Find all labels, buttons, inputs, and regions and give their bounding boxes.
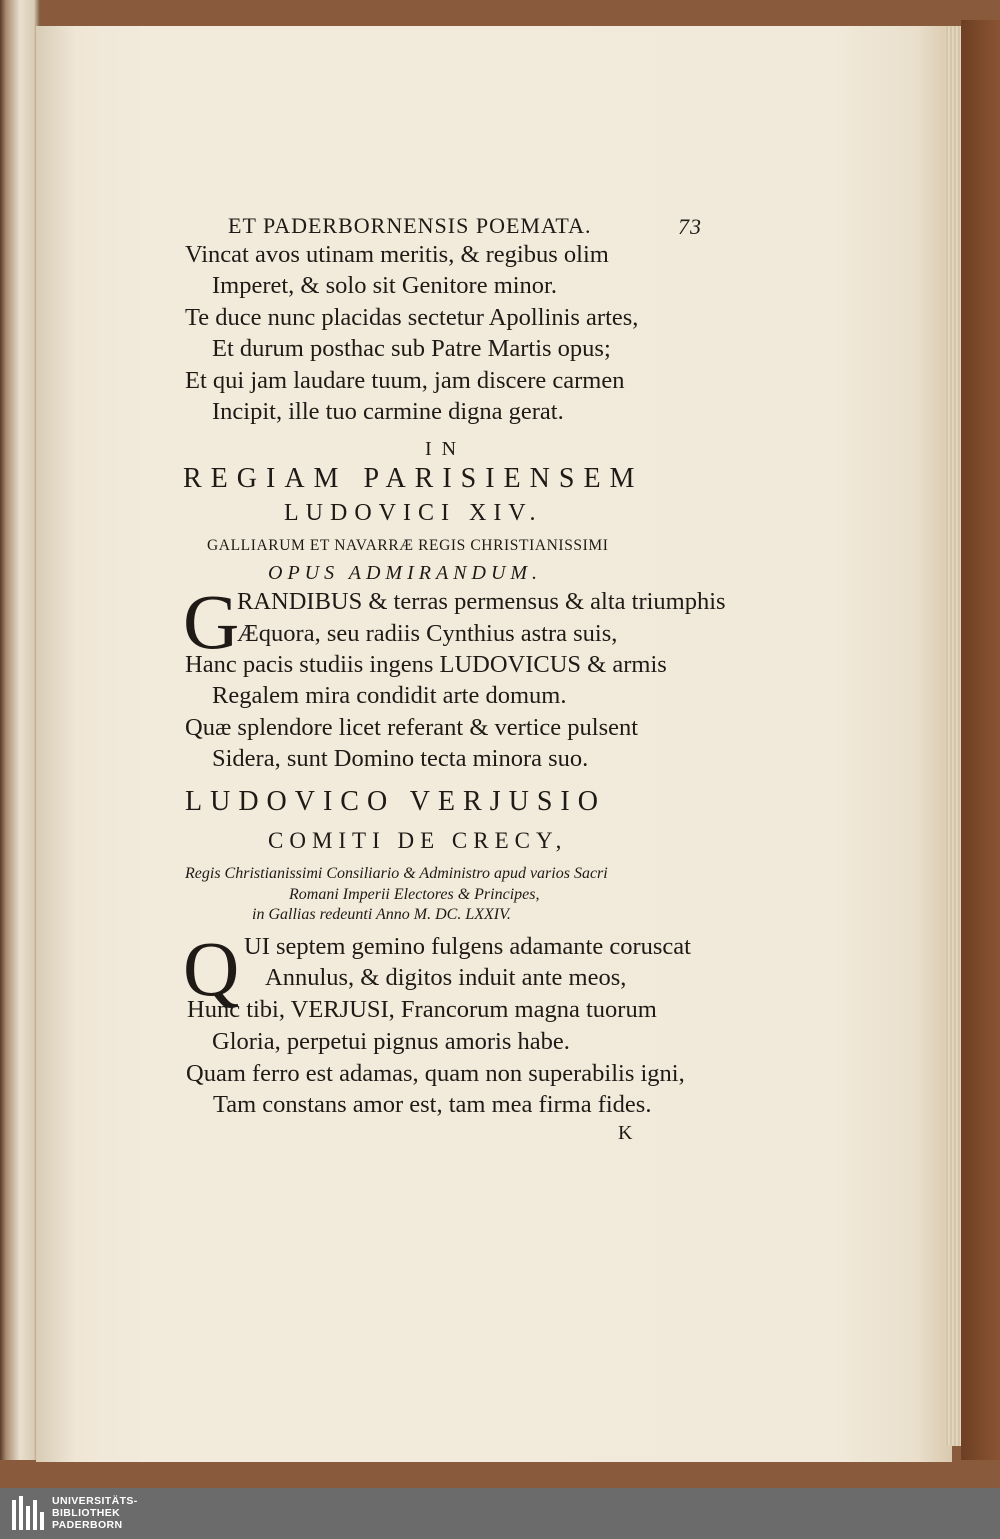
section3-title: LUDOVICO VERJUSIO	[185, 786, 606, 817]
section2-line-3: Hanc pacis studiis ingens LUDOVICUS & armis	[185, 651, 667, 678]
section2-subtitle2: GALLIARUM ET NAVARRÆ REGIS CHRISTIANISSIMI	[207, 537, 609, 554]
section3-subtitle: COMITI DE CRECY,	[268, 828, 568, 853]
logo-line-2: BIBLIOTHEK	[52, 1507, 121, 1519]
section2-line-1: RANDIBUS & terras permensus & alta triumphis	[237, 588, 726, 615]
section2-line-6: Sidera, sunt Domino tecta minora suo.	[212, 745, 589, 772]
library-footer	[0, 1488, 1000, 1539]
poem1-line-2: Imperet, & solo sit Genitore minor.	[212, 272, 557, 299]
section3-line-3: Hunc tibi, VERJUSI, Francorum magna tuorum	[187, 996, 657, 1023]
section2-line-4: Regalem mira condidit arte domum.	[212, 682, 567, 709]
section2-in: IN	[425, 438, 467, 460]
page-number: 73	[678, 214, 702, 239]
page-stack-edge	[945, 26, 961, 1446]
logo-line-1: UNIVERSITÄTS-	[52, 1495, 138, 1507]
dedication-line-3: in Gallias redeunti Anno M. DC. LXXIV.	[252, 906, 511, 923]
section3-line-6: Tam constans amor est, tam mea firma fides.	[213, 1091, 652, 1118]
poem1-line-3: Te duce nunc placidas sectetur Apollinis artes,	[185, 304, 639, 331]
book-cover-bottom	[0, 1460, 1000, 1488]
running-title: ET PADERBORNENSIS POEMATA.	[228, 213, 592, 238]
logo-line-3: PADERBORN	[52, 1519, 123, 1531]
poem1-line-1: Vincat avos utinam meritis, & regibus olim	[185, 241, 609, 268]
drop-cap-q: Q	[183, 925, 240, 1012]
section2-subtitle3: OPUS ADMIRANDUM.	[268, 562, 543, 584]
left-page-edge	[0, 0, 40, 1488]
section3-line-5: Quam ferro est adamas, quam non superabilis igni,	[186, 1060, 685, 1087]
poem1-line-4: Et durum posthac sub Patre Martis opus;	[212, 335, 611, 362]
dedication-line-2: Romani Imperii Electores & Principes,	[289, 886, 540, 903]
section2-subtitle: LUDOVICI XIV.	[284, 500, 543, 526]
section2-line-5: Quæ splendore licet referant & vertice pulsent	[185, 714, 639, 741]
section3-line-1: UI septem gemino fulgens adamante coruscat	[244, 933, 691, 960]
poem1-line-5: Et qui jam laudare tuum, jam discere carmen	[185, 367, 625, 394]
library-logo-icon	[12, 1496, 44, 1530]
section2-title: REGIAM PARISIENSEM	[183, 463, 644, 494]
section3-line-2: Annulus, & digitos induit ante meos,	[265, 964, 627, 991]
book-cover-edge	[961, 20, 1000, 1468]
library-logo-text	[52, 1495, 138, 1531]
section3-line-4: Gloria, perpetui pignus amoris habe.	[212, 1028, 570, 1055]
dedication-line-1: Regis Christianissimi Consiliario & Administro apud varios Sacri	[185, 865, 608, 882]
section2-line-2: Æquora, seu radiis Cynthius astra suis,	[237, 620, 618, 647]
signature-mark: K	[618, 1122, 633, 1144]
poem1-line-6: Incipit, ille tuo carmine digna gerat.	[212, 398, 564, 425]
drop-cap-g: G	[183, 578, 240, 665]
